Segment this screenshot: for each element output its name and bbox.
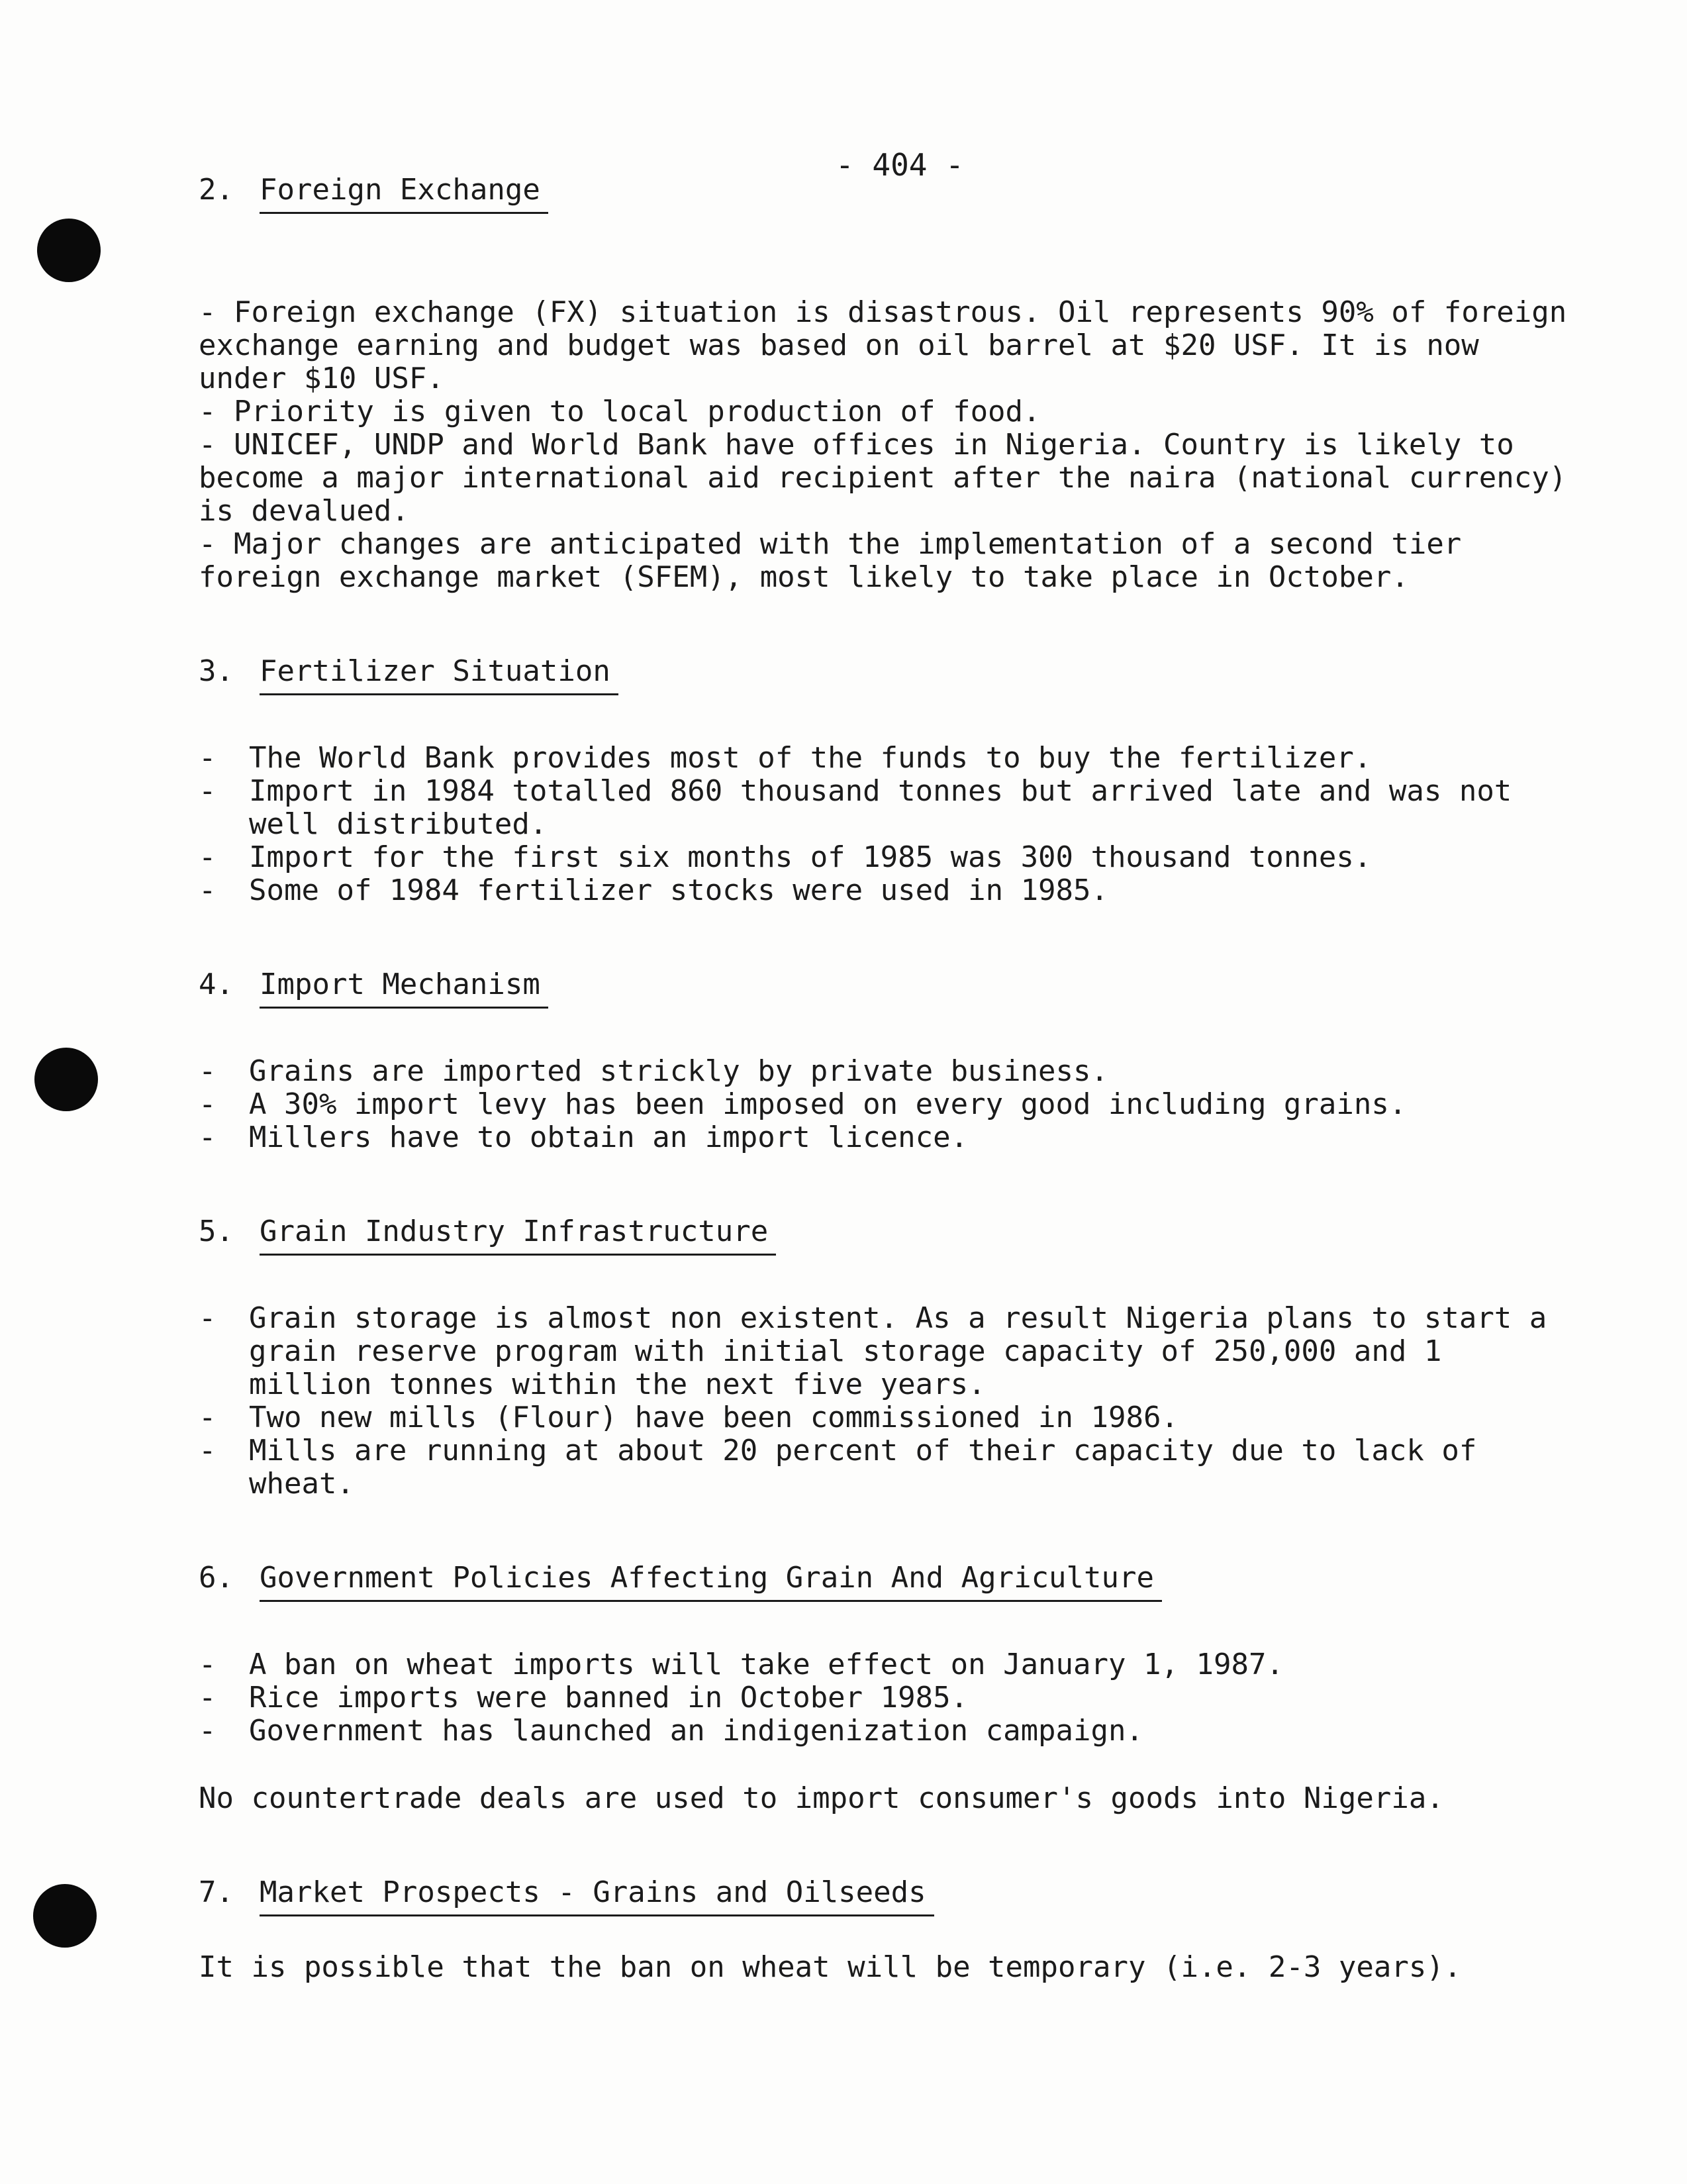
bullet-list (199, 1648, 1576, 1748)
section-heading (199, 655, 1576, 695)
section-number: 6. (199, 1561, 234, 1595)
section-title: Market Prospects - Grains and Oilseeds (260, 1876, 934, 1916)
section-number: 3. (199, 654, 234, 688)
list-item: - The World Bank provides most of the funds to buy the fertilizer. (199, 741, 1372, 775)
list-item: - Two new mills (Flour) have been commissioned in 1986. (199, 1401, 1179, 1434)
list-item: - Grain storage is almost non existent. As a result Nigeria plans to start a grain reserve program with initial storage capacity of 250,000 and 1 million tonnes within the next five years. (199, 1301, 1547, 1401)
section-number: 4. (199, 968, 234, 1001)
list-item: - UNICEF, UNDP and World Bank have offices in Nigeria. Country is likely to become a major international aid recipient after the naira (national currency) is devalued. (199, 428, 1567, 528)
list-item: - Some of 1984 fertilizer stocks were used in 1985. (199, 873, 1109, 907)
section-grain-industry-infrastructure (199, 1215, 1576, 1501)
section-heading (199, 968, 1576, 1009)
page-number: - 404 - (836, 147, 964, 183)
list-item: - Government has launched an indigenization campaign. (199, 1714, 1144, 1748)
punch-hole (33, 1884, 97, 1948)
section-import-mechanism (199, 968, 1576, 1154)
section-note: No countertrade deals are used to import consumer's goods into Nigeria. (199, 1781, 1444, 1815)
list-item: - A 30% import levy has been imposed on every good including grains. (199, 1087, 1407, 1121)
section-heading (199, 1215, 1576, 1256)
punch-hole (34, 1048, 98, 1111)
list-item: - Import in 1984 totalled 860 thousand tonnes but arrived late and was not well distributed. (199, 774, 1512, 841)
bullet-list (199, 296, 1576, 594)
list-item: - A ban on wheat imports will take effect on January 1, 1987. (199, 1648, 1284, 1681)
bullet-list (199, 742, 1576, 907)
section-heading (199, 174, 1576, 214)
section-government-policies (199, 1562, 1576, 1815)
section-heading (199, 1562, 1576, 1602)
list-item: - Grains are imported strickly by private business. (199, 1054, 1109, 1088)
section-text: It is possible that the ban on wheat will be temporary (i.e. 2-3 years). (199, 1950, 1462, 1984)
section-title: Government Policies Affecting Grain And Agriculture (260, 1562, 1162, 1602)
section-number: 2. (199, 173, 234, 207)
list-item: - Priority is given to local production of food. (199, 395, 1041, 428)
section-heading (199, 1876, 1576, 1916)
section-market-prospects (199, 1876, 1576, 1984)
list-item: - Rice imports were banned in October 1985. (199, 1681, 969, 1714)
document-body (199, 174, 1576, 2045)
section-title: Import Mechanism (260, 968, 548, 1009)
section-title: Foreign Exchange (260, 174, 548, 214)
bullet-list (199, 1055, 1576, 1154)
list-item: - Import for the first six months of 1985 was 300 thousand tonnes. (199, 840, 1372, 874)
section-title: Fertilizer Situation (260, 655, 618, 695)
section-foreign-exchange (199, 174, 1576, 594)
list-item: - Foreign exchange (FX) situation is disastrous. Oil represents 90% of foreign exchange earning and budget was based on oil barrel at $20 USF. It is now under $10 USF. (199, 295, 1567, 395)
list-item: - Millers have to obtain an import licence. (199, 1120, 969, 1154)
bullet-list (199, 1302, 1576, 1501)
punch-hole (37, 219, 101, 282)
section-number: 7. (199, 1875, 234, 1909)
section-fertilizer-situation (199, 655, 1576, 907)
list-item: - Mills are running at about 20 percent of their capacity due to lack of wheat. (199, 1434, 1477, 1501)
list-item: - Major changes are anticipated with the implementation of a second tier foreign exchange market (SFEM), most likely to take place in October. (199, 527, 1462, 594)
section-title: Grain Industry Infrastructure (260, 1215, 776, 1256)
section-number: 5. (199, 1215, 234, 1248)
